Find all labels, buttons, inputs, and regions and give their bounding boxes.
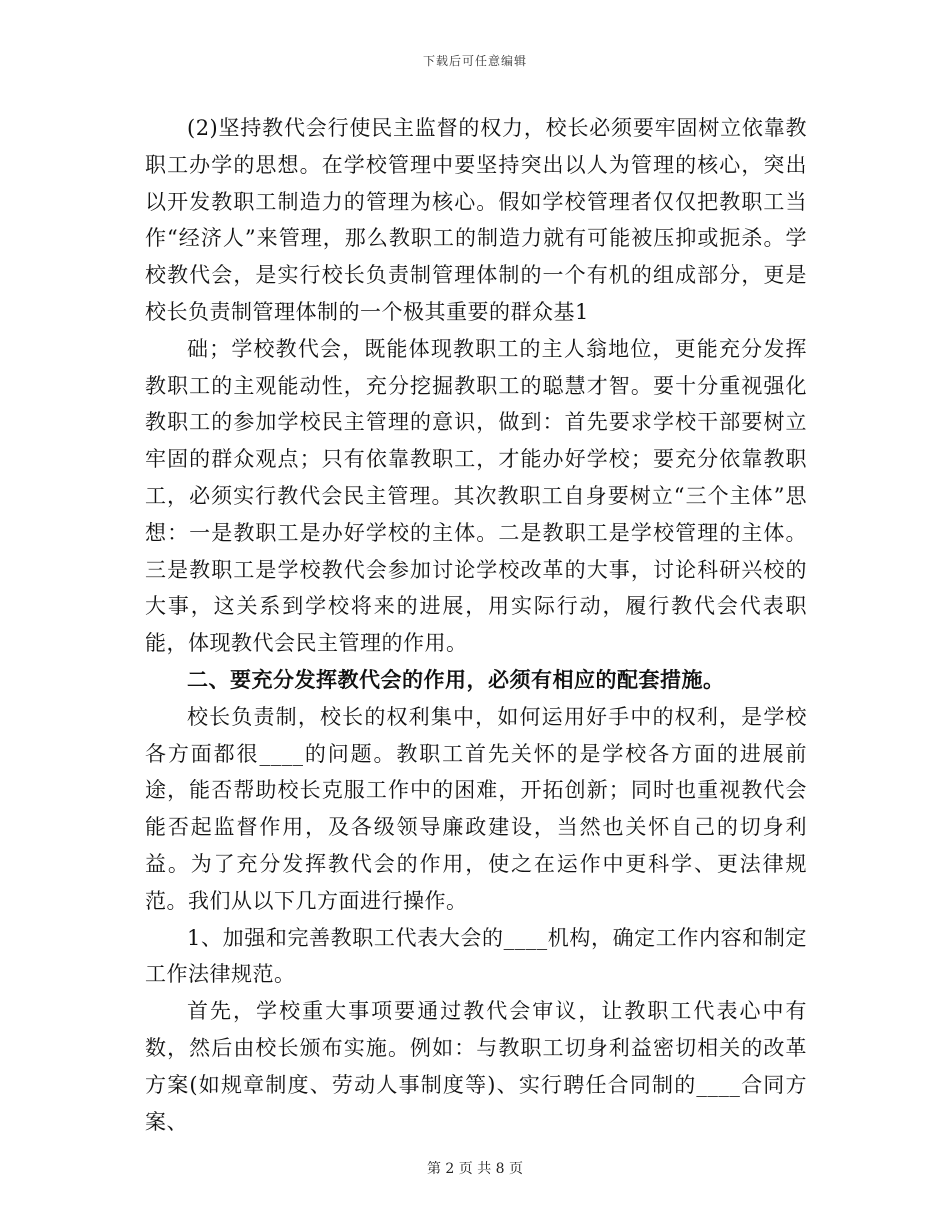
section-heading: 二、要充分发挥教代会的作用，必须有相应的配套措施。 xyxy=(187,666,725,692)
paragraph-4: 1、加强和完善教职工代表大会的____机构，确定工作内容和制定工作法律规范。 xyxy=(145,925,807,987)
page-header: 下载后可任意编辑 xyxy=(422,54,527,68)
paragraph-3: 校长负责制，校长的权利集中，如何运用好手中的权利，是学校各方面都很____的问题。教职工首先关怀的是学校各方面的进展前途，能否帮助校长克服工作中的困难，开拓创新；同时也重视教代会能否起监督作用，及各级领导廉政建设，当然也关怀自己的切身利益。为了充分发挥教代会的作用，使之在运作中更科学、更法律规范。我们从以下几方面进行操作。 xyxy=(145,704,807,913)
paragraph-5: 首先，学校重大事项要通过教代会审议，让教职工代表心中有数，然后由校长颁布实施。例如：与教职工切身利益密切相关的改革方案(如规章制度、劳动人事制度等)、实行聘任合同制的____合同方案、 xyxy=(145,999,807,1134)
document-body xyxy=(145,110,807,1140)
page-number: 第 2 页 共 8 页 xyxy=(426,1161,524,1177)
paragraph-1: (2)坚持教代会行使民主监督的权力，校长必须要牢固树立依靠教职工办学的思想。在学校管理中要坚持突出以人为管理的核心，突出以开发教职工制造力的管理为核心。假如学校管理者仅仅把教职工当作“经济人”来管理，那么教职工的制造力就有可能被压抑或扼杀。学校教代会，是实行校长负责制管理体制的一个有机的组成部分，更是校长负责制管理体制的一个极其重要的群众基1 xyxy=(145,116,807,324)
paragraph-2: 础；学校教代会，既能体现教职工的主人翁地位，更能充分发挥教职工的主观能动性，充分挖掘教职工的聪慧才智。要十分重视强化教职工的参加学校民主管理的意识，做到：首先要求学校干部要树立牢固的群众观点；只有依靠教职工，才能办好学校；要充分依靠教职工，必须实行教代会民主管理。其次教职工自身要树立“三个主体”思想：一是教职工是办好学校的主体。二是教职工是学校管理的主体。三是教职工是学校教代会参加讨论学校改革的大事，讨论科研兴校的大事，这关系到学校将来的进展，用实际行动，履行教代会代表职能，体现教代会民主管理的作用。 xyxy=(145,336,807,656)
